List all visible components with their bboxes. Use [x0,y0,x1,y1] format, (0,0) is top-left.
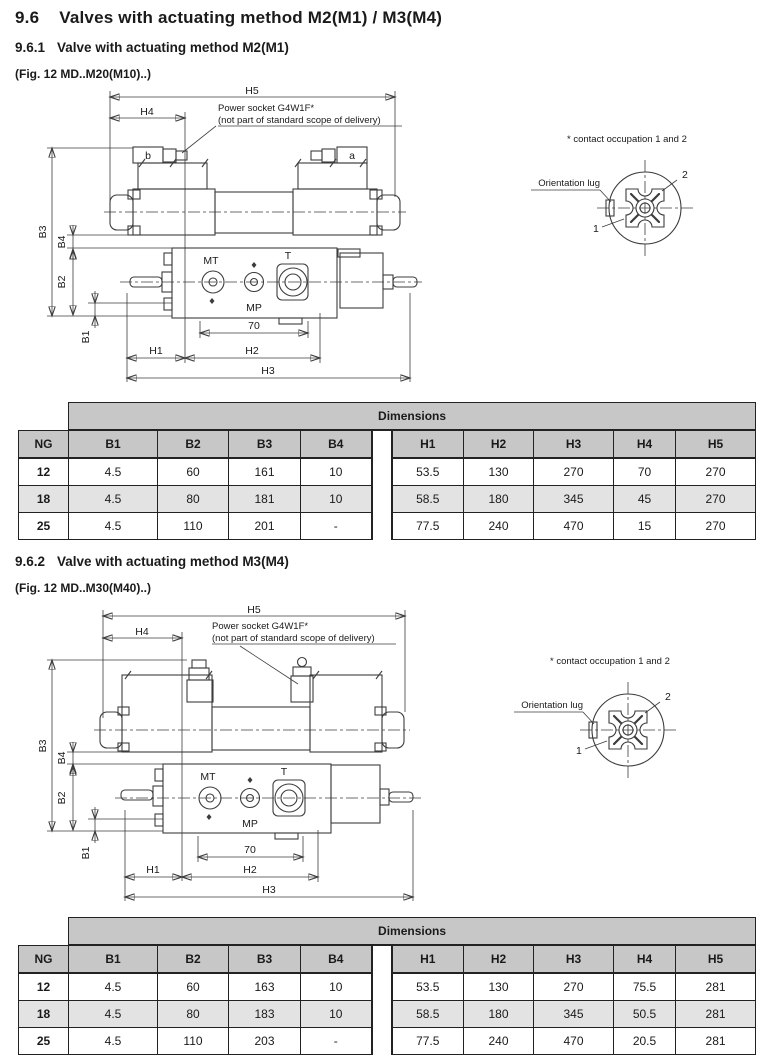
extension-lines [47,91,410,382]
value-cell: 183 [229,1001,301,1028]
column-header: NG [19,945,69,973]
blank-cell [19,918,69,946]
section-number: 9.6 [15,8,40,27]
subsection-heading-1 [15,40,289,55]
value-cell: 130 [464,973,534,1001]
contact-occupation-note: * contact occupation 1 and 2 [550,656,670,667]
subsection-title-text: Valve with actuating method M3(M4) [57,554,289,569]
value-cell: 10 [301,486,372,513]
value-cell: 4.5 [69,486,158,513]
ng-cell: 12 [19,973,69,1001]
value-cell: 270 [534,973,614,1001]
column-header: B4 [301,945,372,973]
port-label-mt: MT [200,771,216,783]
dim-label-h1: H1 [146,864,160,876]
dim-label-b3: B3 [37,225,49,239]
dim-label-b3: B3 [37,739,49,753]
ng-cell: 25 [19,513,69,540]
port-label-t: T [284,250,292,262]
dim-label-h4: H4 [135,626,149,638]
orifice-marker [210,298,215,304]
value-cell: - [301,513,372,540]
orifice-marker [252,262,257,268]
dim-label-b2: B2 [56,275,68,289]
dim-label-h1: H1 [149,345,163,357]
column-header: B3 [229,945,301,973]
page-title [15,8,442,28]
connector-detail-m2 [505,128,755,258]
column-header: B4 [301,430,372,458]
value-cell: 130 [464,458,534,486]
value-cell: 270 [676,458,756,486]
column-header: NG [19,430,69,458]
ng-cell: 18 [19,1001,69,1028]
value-cell: 470 [534,513,614,540]
blank-cell [19,403,69,431]
dim-label-b2: B2 [56,791,68,805]
solenoid-b-label: b [145,150,151,162]
orientation-lug-label: Orientation lug [538,178,600,189]
value-cell: 60 [158,973,229,1001]
column-header: H1 [392,430,464,458]
column-header-row [19,430,756,458]
orifice-marker [248,777,253,783]
value-cell: 110 [158,513,229,540]
column-header: B1 [69,430,158,458]
figure-caption-1: (Fig. 12 MD..M20(M10)..) [15,67,152,81]
dim-label-b4: B4 [56,235,68,249]
value-cell: 50.5 [614,1001,676,1028]
port-label-mp: MP [242,818,258,830]
dim-label-h2: H2 [243,864,257,876]
subplate-body [120,248,422,324]
dimensions-table-m3 [18,917,756,1055]
value-cell: 53.5 [392,973,464,1001]
dim-label-h4: H4 [140,106,154,118]
gap-column [372,945,392,973]
value-cell: 10 [301,973,372,1001]
gap-column [372,973,392,1001]
pin-2-label: 2 [682,169,688,181]
power-socket-note-line2: (not part of standard scope of delivery) [218,115,381,126]
dim-label-h5: H5 [247,604,261,616]
value-cell: 470 [534,1028,614,1055]
gap-column [372,1028,392,1055]
dimensions-table-m2 [18,402,756,540]
subplate-body [115,764,422,839]
value-cell: 270 [676,486,756,513]
dimensions-header-row [19,918,756,946]
value-cell: 161 [229,458,301,486]
value-cell: 10 [301,458,372,486]
gap-column [372,1001,392,1028]
table-row [19,973,756,1001]
power-socket-note-line1: Power socket G4W1F* [212,621,309,632]
value-cell: 77.5 [392,513,464,540]
dim-label-h5: H5 [245,85,259,97]
subsection-title-text: Valve with actuating method M2(M1) [57,40,289,55]
pin-1-label: 1 [576,745,582,757]
value-cell: 58.5 [392,1001,464,1028]
value-cell: 181 [229,486,301,513]
dim-label-h3: H3 [261,365,275,377]
value-cell: 4.5 [69,458,158,486]
value-cell: 270 [534,458,614,486]
value-cell: 180 [464,486,534,513]
column-header: B2 [158,430,229,458]
column-header: B1 [69,945,158,973]
table-row [19,1001,756,1028]
dimensions-header-row [19,403,756,431]
column-header: H5 [676,430,756,458]
value-cell: 20.5 [614,1028,676,1055]
table-row [19,486,756,513]
dimension-lines [52,97,410,378]
connector-detail-m3 [488,650,738,780]
value-cell: 281 [676,1028,756,1055]
column-header: H5 [676,945,756,973]
value-cell: 163 [229,973,301,1001]
value-cell: 240 [464,1028,534,1055]
value-cell: 53.5 [392,458,464,486]
column-header: H4 [614,945,676,973]
subsection-heading-2 [15,554,289,569]
column-header: H2 [464,945,534,973]
column-header: B2 [158,945,229,973]
dim-label-b4: B4 [56,751,68,765]
port-label-mp: MP [246,302,262,314]
value-cell: 45 [614,486,676,513]
pin-2-label: 2 [665,691,671,703]
column-header: B3 [229,430,301,458]
valve-body [94,658,410,753]
value-cell: 180 [464,1001,534,1028]
figure-caption-2: (Fig. 12 MD..M30(M40)..) [15,581,152,595]
value-cell: 240 [464,513,534,540]
pin-1-label: 1 [593,223,599,235]
value-cell: 281 [676,1001,756,1028]
orifice-marker [207,814,212,820]
column-header: H3 [534,430,614,458]
dimensions-header: Dimensions [69,918,756,946]
table-row [19,1028,756,1055]
value-cell: 4.5 [69,973,158,1001]
contact-occupation-note: * contact occupation 1 and 2 [567,134,687,145]
solenoid-a-label: a [349,150,355,162]
value-cell: 58.5 [392,486,464,513]
value-cell: 345 [534,486,614,513]
dim-label-70: 70 [244,844,256,856]
value-cell: 70 [614,458,676,486]
dim-label-70: 70 [248,320,260,332]
subsection-number: 9.6.2 [15,554,46,569]
orientation-lug-label: Orientation lug [521,700,583,711]
table-row [19,513,756,540]
gap-column [372,486,392,513]
power-socket-note-line2: (not part of standard scope of delivery) [212,633,375,644]
column-header: H1 [392,945,464,973]
value-cell: 4.5 [69,513,158,540]
dim-label-b1: B1 [80,330,92,344]
value-cell: 201 [229,513,301,540]
value-cell: 270 [676,513,756,540]
gap-column [372,458,392,486]
value-cell: 345 [534,1001,614,1028]
port-label-t: T [280,766,288,778]
ng-cell: 18 [19,486,69,513]
value-cell: 110 [158,1028,229,1055]
column-header: H4 [614,430,676,458]
value-cell: 77.5 [392,1028,464,1055]
ng-cell: 25 [19,1028,69,1055]
valve-drawing-m3 [30,600,500,910]
port-label-mt: MT [203,255,219,267]
value-cell: 4.5 [69,1001,158,1028]
value-cell: 80 [158,1001,229,1028]
value-cell: 15 [614,513,676,540]
dim-label-h2: H2 [245,345,259,357]
table-row [19,458,756,486]
subsection-number: 9.6.1 [15,40,46,55]
value-cell: 75.5 [614,973,676,1001]
dimension-lines [52,616,413,897]
gap-column [372,513,392,540]
column-header-row [19,945,756,973]
dim-label-h3: H3 [262,884,276,896]
gap-column [372,430,392,458]
section-title-text: Valves with actuating method M2(M1) / M3(M4) [59,8,443,27]
column-header: H2 [464,430,534,458]
dimensions-header: Dimensions [69,403,756,431]
value-cell: 60 [158,458,229,486]
ng-cell: 12 [19,458,69,486]
value-cell: 10 [301,1001,372,1028]
power-socket-note-line1: Power socket G4W1F* [218,103,315,114]
value-cell: 4.5 [69,1028,158,1055]
value-cell: - [301,1028,372,1055]
valve-drawing-m2 [30,85,500,395]
value-cell: 203 [229,1028,301,1055]
value-cell: 281 [676,973,756,1001]
dim-label-b1: B1 [80,846,92,860]
value-cell: 80 [158,486,229,513]
column-header: H3 [534,945,614,973]
